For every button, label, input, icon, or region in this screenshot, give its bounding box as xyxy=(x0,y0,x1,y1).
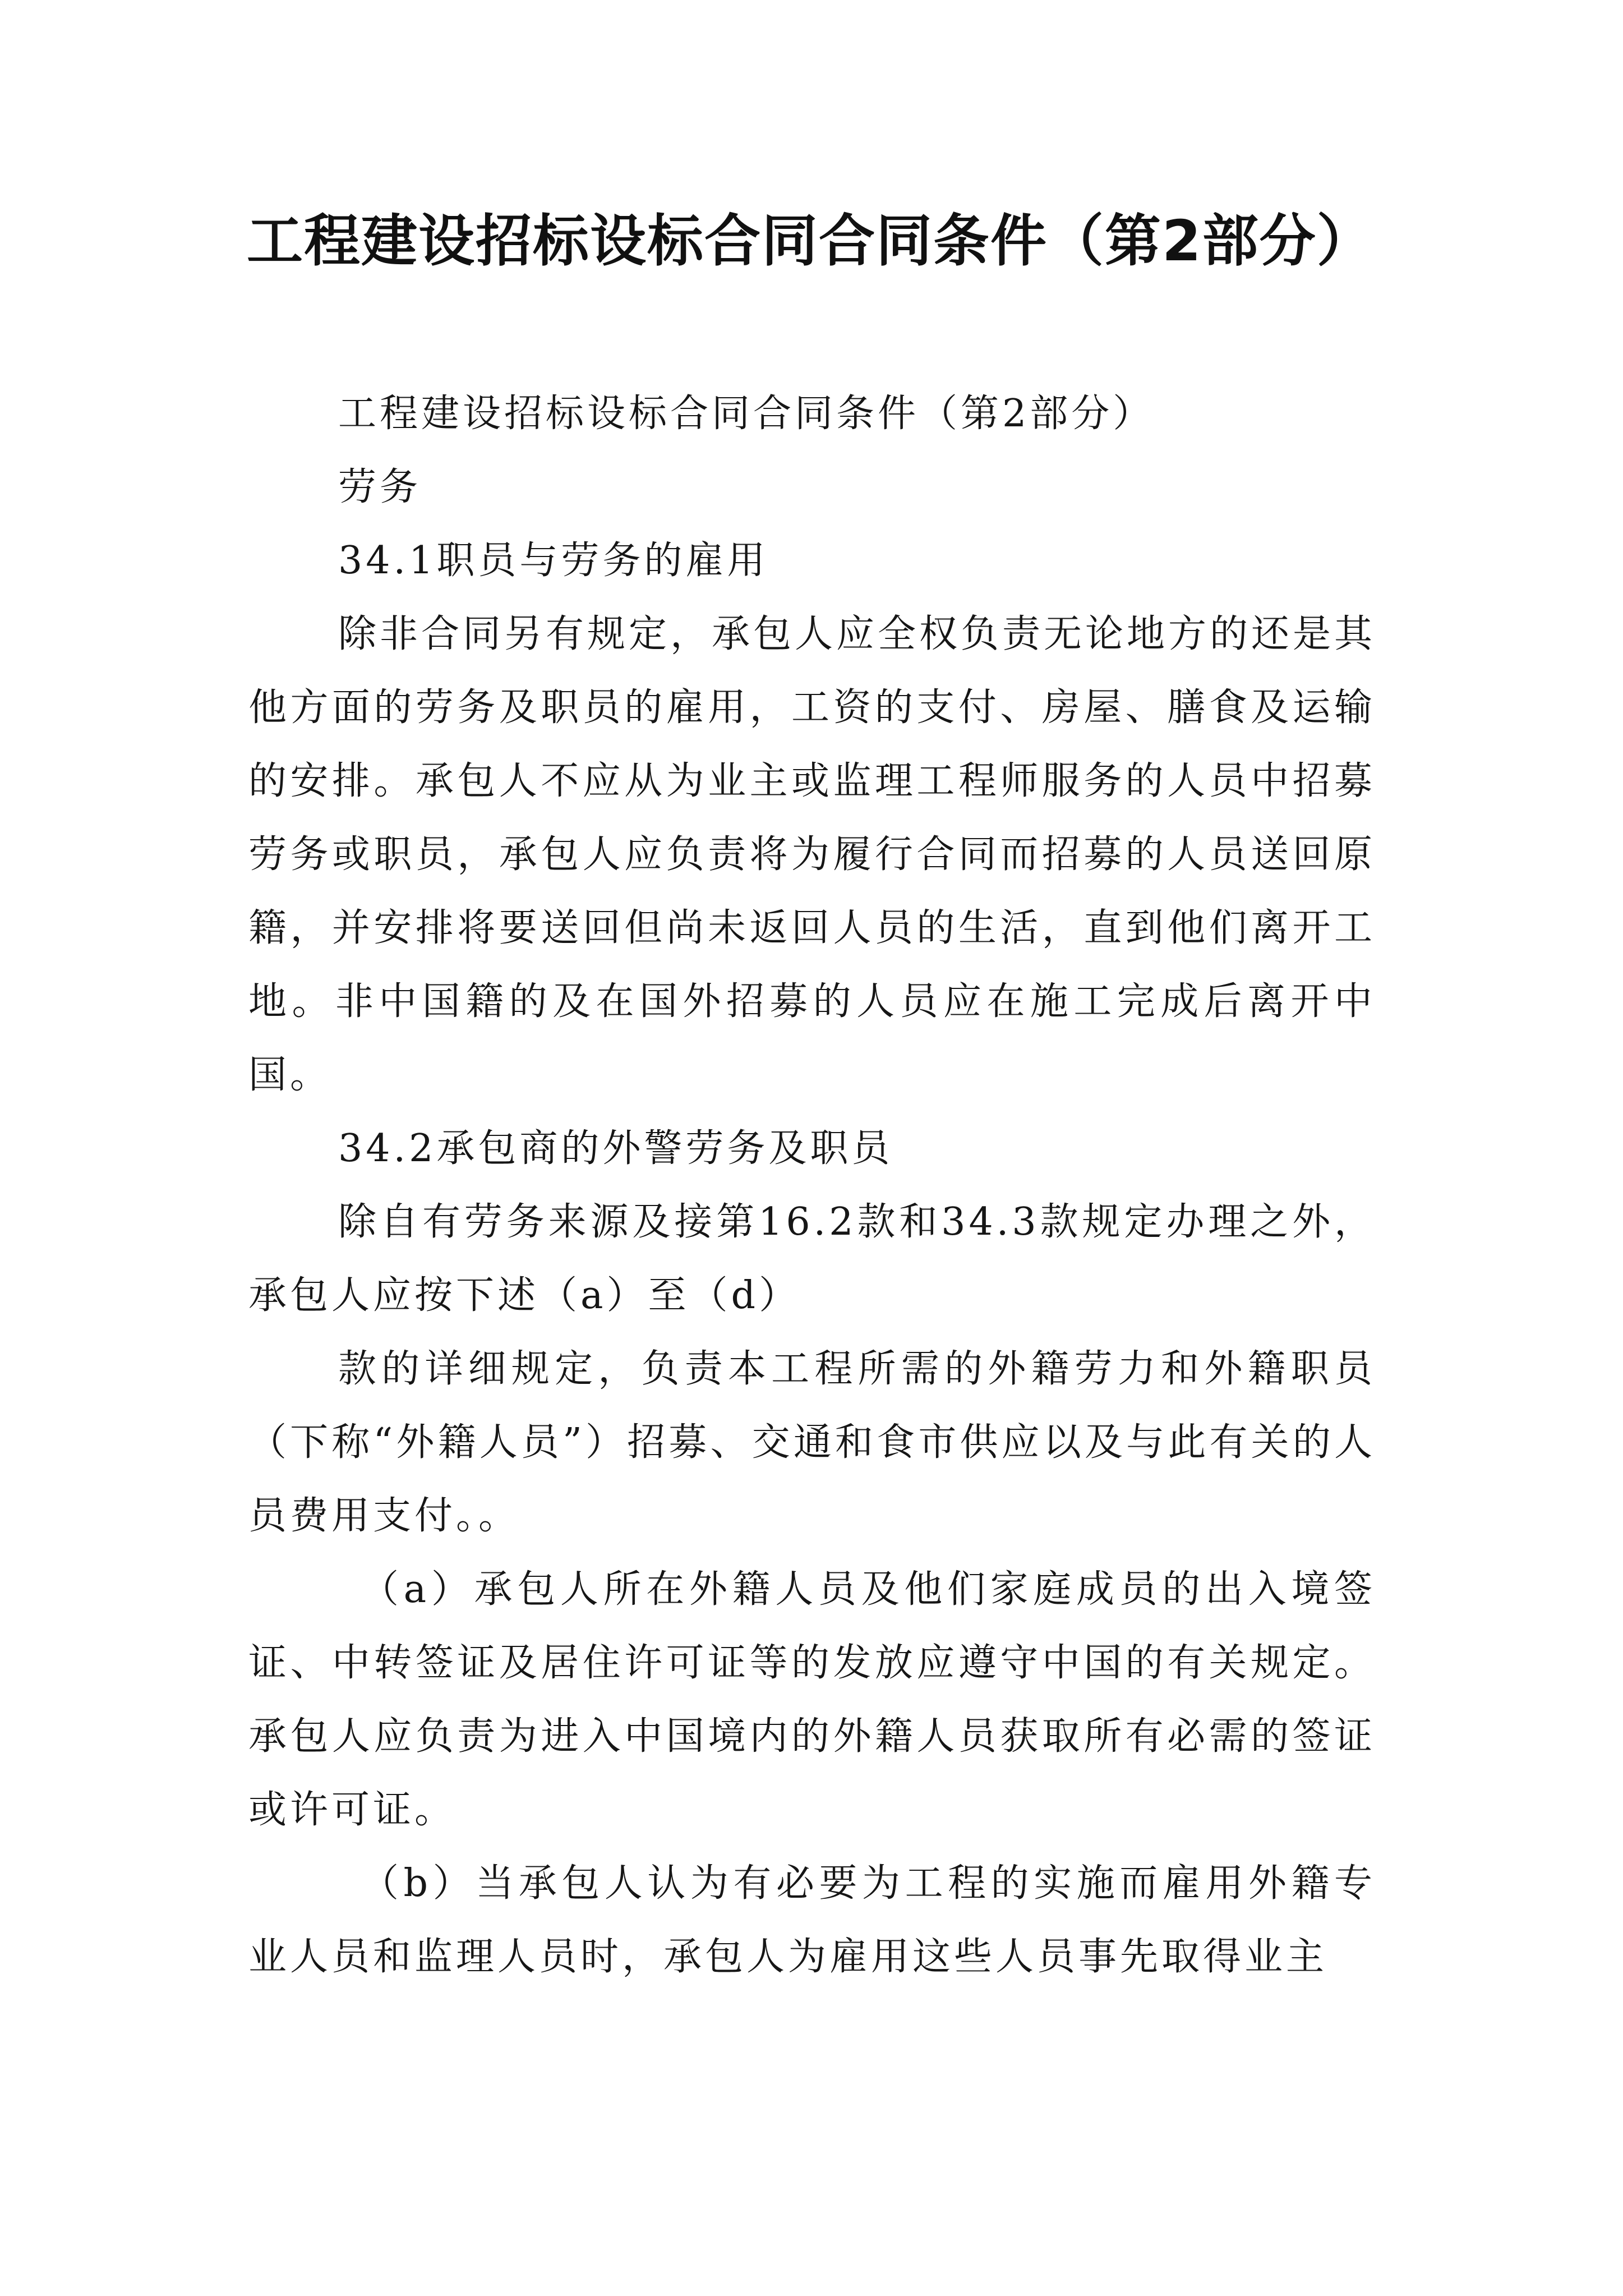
clause-heading-34-2: 34.2承包商的外警劳务及职员 xyxy=(338,1126,893,1171)
subtitle-paragraph: 工程建设招标设标合同合同条件（第2部分） xyxy=(338,392,1155,436)
clause-34-2-item-b: （b）当承包人认为有必要为工程的实施而雇用外籍专业人员和监理人员时，承包人为雇用这些人员事先取得业主 xyxy=(248,1861,1376,1979)
clause-34-2-item-a: （a）承包人所在外籍人员及他们家庭成员的出入境签证、中转签证及居住许可证等的发放应遵守中国的有关规定。承包人应负责为进入中国境内的外籍人员获取所有必需的签证或许可证。 xyxy=(248,1567,1376,1832)
clause-heading-34-1: 34.1职员与劳务的雇用 xyxy=(338,539,769,583)
clause-34-2-intro: 除自有劳务来源及接第16.2款和34.3款规定办理之外，承包人应按下述（a）至（d） xyxy=(248,1200,1376,1318)
clause-34-1-body: 除非合同另有规定，承包人应全权负责无论地方的还是其他方面的劳务及职员的雇用，工资的支付、房屋、膳食及运输的安排。承包人不应从为业主或监理工程师服务的人员中招募劳务或职员，承包人应负责将为履行合同而招募的人员送回原籍，并安排将要送回但尚未返回人员的生活，直到他们离开工地。非中国籍的及在国外招募的人员应在施工完成后离开中国。 xyxy=(248,612,1376,1097)
clause-34-2-details: 款的详细规定，负责本工程所需的外籍劳力和外籍职员（下称“外籍人员”）招募、交通和食市供应以及与此有关的人员费用支付。。 xyxy=(248,1347,1376,1538)
section-heading-labor: 劳务 xyxy=(338,465,422,509)
document-body xyxy=(248,377,1376,1994)
document-title: 工程建设招标设标合同合同条件（第2部分） xyxy=(247,208,1374,274)
